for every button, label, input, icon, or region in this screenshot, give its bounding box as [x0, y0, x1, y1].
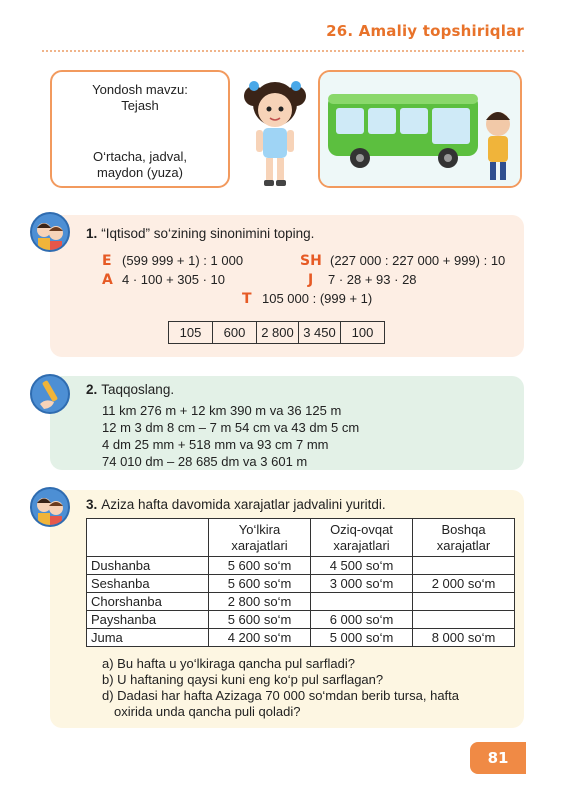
table-cell: 5 000 so‘m — [311, 629, 413, 647]
task1-item-t — [242, 291, 372, 307]
table-cell: 2 800 so‘m — [209, 593, 311, 611]
table-row — [87, 575, 515, 593]
kids-group-icon — [30, 212, 70, 252]
task1-letter: A — [102, 272, 113, 288]
task1-letter: E — [102, 253, 112, 269]
task3-question — [86, 497, 386, 512]
answer-cell: 2 800 — [257, 322, 299, 344]
table-header-cell — [87, 519, 209, 557]
table-header-cell: Oziq-ovqat xarajatlari — [311, 519, 413, 557]
table-cell-day: Chorshanba — [87, 593, 209, 611]
task1-expression: (599 999 + 1) : 1 000 — [122, 253, 244, 268]
topic-extra-line1: O‘rtacha, jadval, — [93, 149, 187, 164]
table-cell: 4 500 so‘m — [311, 557, 413, 575]
task3-question-text: Aziza hafta davomida xarajatlar jadvalini yuritdi. — [101, 497, 386, 512]
table-cell — [413, 593, 515, 611]
table-row — [87, 593, 515, 611]
task1-letter: T — [242, 291, 252, 307]
table-cell-day: Dushanba — [87, 557, 209, 575]
bus-illustration — [320, 72, 520, 186]
table-cell-day: Payshanba — [87, 611, 209, 629]
task2-number: 2. — [86, 382, 98, 397]
writing-hand-icon — [30, 374, 70, 414]
table-row — [87, 629, 515, 647]
table-cell: 6 000 so‘m — [311, 611, 413, 629]
table-cell: 2 000 so‘m — [413, 575, 515, 593]
bus-illustration-box — [318, 70, 522, 188]
answer-cell: 100 — [341, 322, 385, 344]
task2-line: 4 dm 25 mm + 518 mm va 93 cm 7 mm — [102, 437, 329, 452]
task1-expression: 7 · 28 + 93 · 28 — [328, 272, 417, 287]
table-cell: 3 000 so‘m — [311, 575, 413, 593]
page-title: 26. Amaliy topshiriqlar — [326, 22, 524, 40]
task1-question-text: “Iqtisod” so‘zining sinonimini toping. — [101, 226, 315, 241]
subquestion-d-cont: oxirida unda qancha puli qoladi? — [114, 704, 301, 719]
topic-subject: Tejash — [121, 98, 159, 113]
table-cell — [311, 593, 413, 611]
task1-item-e — [102, 253, 243, 269]
table-header-cell: Boshqa xarajatlar — [413, 519, 515, 557]
task1-expression: 105 000 : (999 + 1) — [262, 291, 373, 306]
task1-letter: SH — [300, 253, 322, 269]
table-cell: 5 600 so‘m — [209, 575, 311, 593]
table-row — [87, 611, 515, 629]
table-cell-day: Juma — [87, 629, 209, 647]
table-cell-day: Seshanba — [87, 575, 209, 593]
topic-extra-line2: maydon (yuza) — [97, 165, 183, 180]
subquestion-b: b) U haftaning qaysi kuni eng ko‘p pul sarflagan? — [102, 672, 384, 687]
table-cell — [413, 611, 515, 629]
page-number: 81 — [470, 742, 526, 774]
answer-cell: 105 — [169, 322, 213, 344]
table-cell — [413, 557, 515, 575]
task1-expression: (227 000 : 227 000 + 999) : 10 — [330, 253, 506, 268]
task1-expression: 4 · 100 + 305 · 10 — [122, 272, 225, 287]
task2-question-text: Taqqoslang. — [101, 382, 175, 397]
answer-cell: 600 — [213, 322, 257, 344]
table-header-row — [87, 519, 515, 557]
task1-item-j — [308, 272, 417, 288]
task1-letter: J — [308, 272, 314, 288]
task2-question — [86, 382, 174, 397]
table-header-cell: Yo‘lkira xarajatlari — [209, 519, 311, 557]
subquestion-d: d) Dadasi har hafta Azizaga 70 000 so‘mdan berib tursa, hafta — [102, 688, 459, 703]
task1-item-sh — [300, 253, 505, 269]
table-cell: 4 200 so‘m — [209, 629, 311, 647]
task1-question — [86, 226, 314, 241]
subquestion-a: a) Bu hafta u yo‘lkiraga qancha pul sarfladi? — [102, 656, 355, 671]
topic-label: Yondosh mavzu: — [92, 82, 188, 97]
task1-answer-table — [168, 321, 385, 344]
table-cell: 8 000 so‘m — [413, 629, 515, 647]
task3-number: 3. — [86, 497, 98, 512]
header-divider — [42, 50, 524, 52]
table-cell: 5 600 so‘m — [209, 557, 311, 575]
task1-number: 1. — [86, 226, 98, 241]
topic-box — [50, 70, 230, 188]
kids-group-icon — [30, 487, 70, 527]
girl-illustration — [240, 72, 310, 190]
task2-line: 12 m 3 dm 8 cm – 7 m 54 cm va 43 dm 5 cm — [102, 420, 360, 435]
answer-cell: 3 450 — [299, 322, 341, 344]
expenses-table — [86, 518, 515, 647]
task1-item-a — [102, 272, 225, 288]
task3-subquestions — [102, 656, 459, 720]
task2-line: 74 010 dm – 28 685 dm va 3 601 m — [102, 454, 308, 469]
task2-line: 11 km 276 m + 12 km 390 m va 36 125 m — [102, 403, 342, 418]
table-cell: 5 600 so‘m — [209, 611, 311, 629]
table-row — [87, 557, 515, 575]
